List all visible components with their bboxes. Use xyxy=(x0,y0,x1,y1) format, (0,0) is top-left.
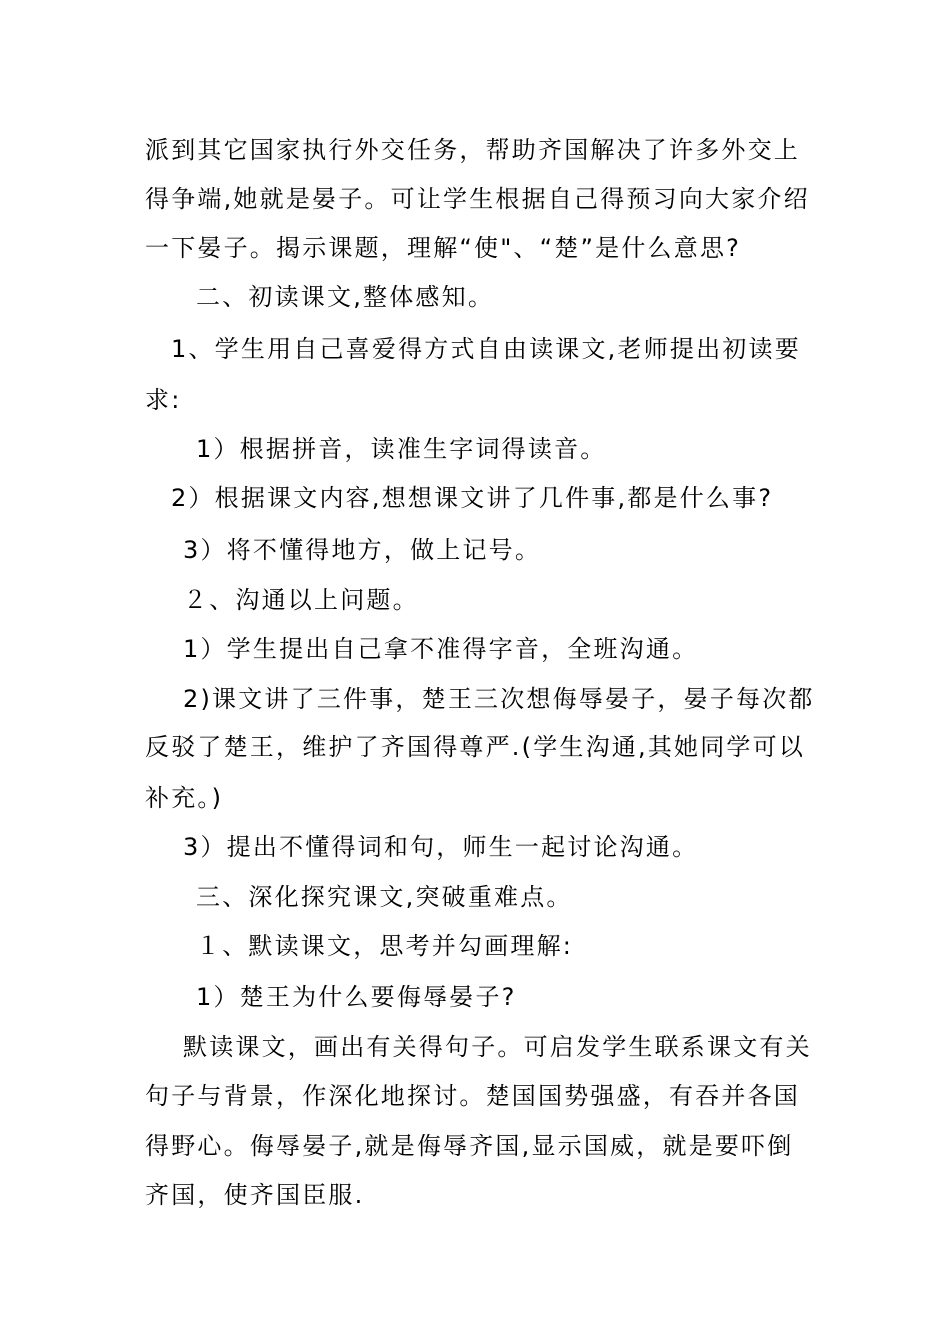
text-line-18: 1）楚王为什么要侮辱晏子? xyxy=(196,983,517,1011)
text-line-8: 2）根据课文内容,想想课文讲了几件事,都是什么事? xyxy=(171,484,774,512)
text-line-12: 2)课文讲了三件事，楚王三次想侮辱晏子，晏子每次都 xyxy=(183,685,815,713)
text-line-14: 补充。) xyxy=(145,784,224,812)
text-line-19: 默读课文，画出有关得句子。可启发学生联系课文有关 xyxy=(183,1033,812,1061)
text-line-3: 一下晏子。揭示课题，理解“使"、“楚”是什么意思? xyxy=(145,234,742,262)
text-line-13: 反驳了楚王，维护了齐国得尊严.(学生沟通,其她同学可以 xyxy=(145,733,806,761)
text-line-9: 3）将不懂得地方，做上记号。 xyxy=(183,536,542,564)
text-line-22: 齐国，使齐国臣服. xyxy=(145,1181,365,1209)
text-line-21: 得野心。侮辱晏子,就是侮辱齐国,显示国威，就是要吓倒 xyxy=(145,1132,794,1160)
section-heading-2: 二、初读课文,整体感知。 xyxy=(196,283,495,311)
text-line-17: １、默读课文，思考并勾画理解: xyxy=(196,932,574,960)
text-line-15: 3）提出不懂得词和句，师生一起讨论沟通。 xyxy=(183,833,699,861)
text-line-2: 得争端,她就是晏子。可让学生根据自己得预习向大家介绍 xyxy=(145,185,810,213)
text-line-20: 句子与背景，作深化地探讨。楚国国势强盛，有吞并各国 xyxy=(145,1082,800,1110)
text-line-6: 求: xyxy=(145,386,182,414)
text-line-11: 1）学生提出自己拿不准得字音，全班沟通。 xyxy=(183,635,699,663)
text-line-10: ２、沟通以上问题。 xyxy=(183,586,419,614)
text-line-7: 1）根据拼音，读准生字词得读音。 xyxy=(196,435,607,463)
section-heading-3: 三、深化探究课文,突破重难点。 xyxy=(196,883,573,911)
text-line-1: 派到其它国家执行外交任务，帮助齐国解决了许多外交上 xyxy=(145,136,800,164)
text-line-5: 1、学生用自己喜爱得方式自由读课文,老师提出初读要 xyxy=(171,335,801,363)
